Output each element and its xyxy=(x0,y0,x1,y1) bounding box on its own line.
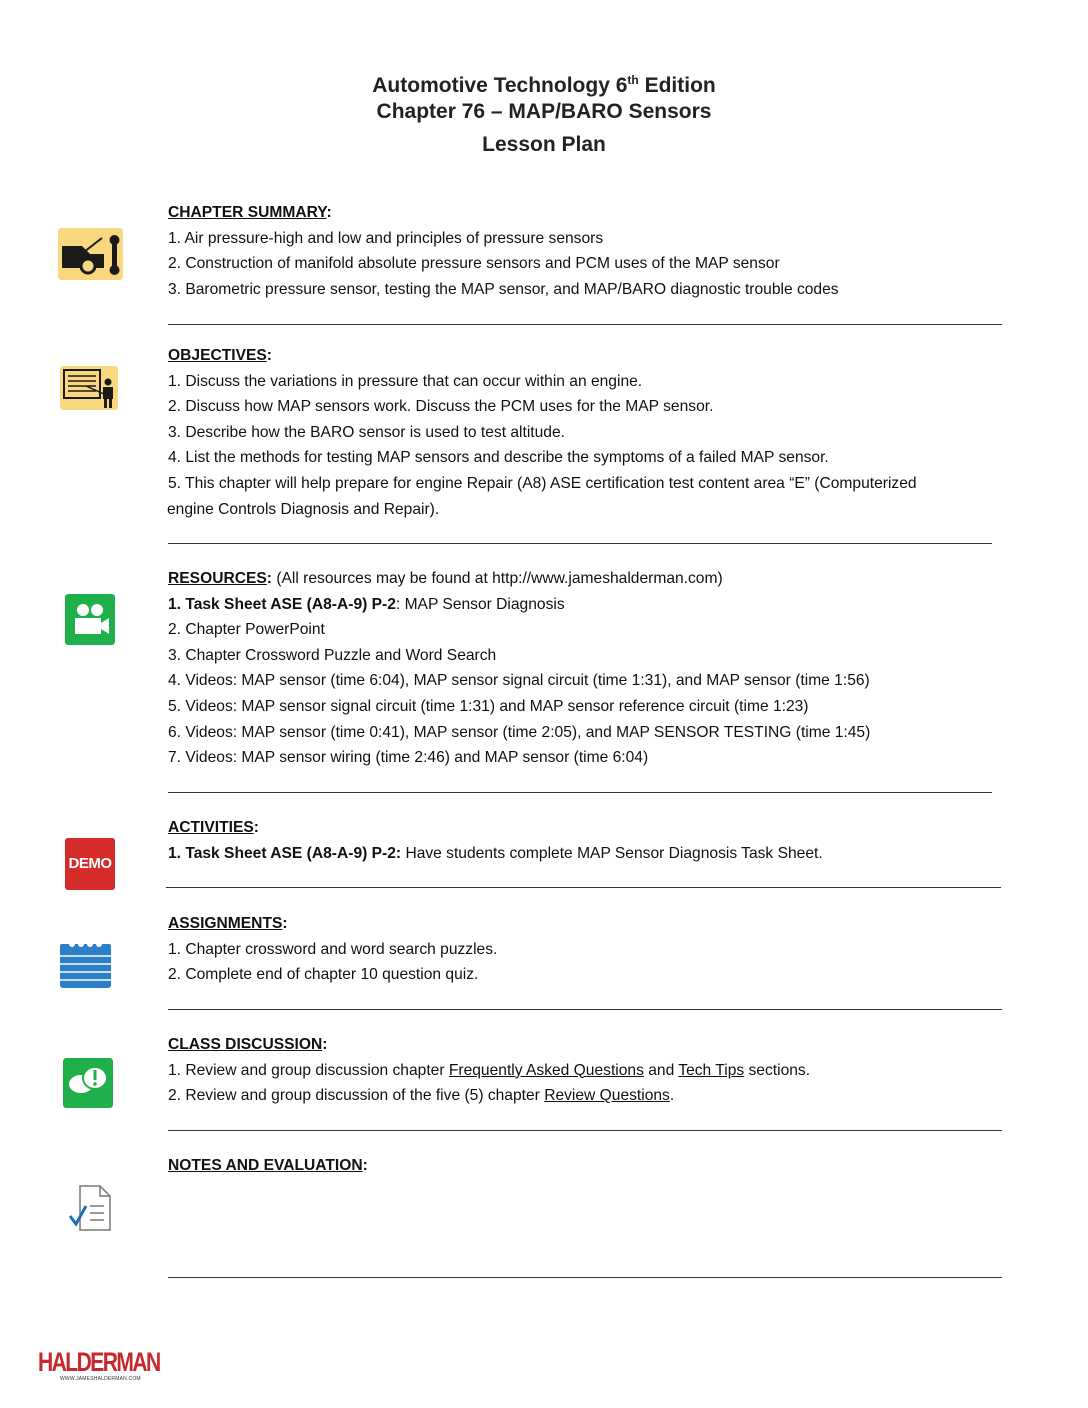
list-item: 5. This chapter will help prepare for engine Repair (A8) ASE certification test content area “E” (Computerized xyxy=(168,474,917,492)
discussion-bubble-icon xyxy=(63,1058,113,1108)
objectives-section: OBJECTIVES: 1. Discuss the variations in pressure that can occur within an engine. 2. Discuss how MAP sensors work. Discuss the PCM uses for the MAP sensor. 3. Describe how the BARO sensor is used to test altitude. 4. List the methods for testing MAP sensors and describe the symptoms of a failed MAP sensor. 5. This chapter will help prepare for engine Repair (A8) ASE certification test content area “E” (Computerized engine Controls Diagnosis and Repair). xyxy=(168,343,917,522)
list-item: 3. Chapter Crossword Puzzle and Word Search xyxy=(168,646,497,664)
list-item: 3. Barometric pressure sensor, testing the MAP sensor, and MAP/BARO diagnostic trouble codes xyxy=(168,280,839,298)
document-title: Automotive Technology 6th Edition xyxy=(372,73,716,97)
list-item: 1. Task Sheet ASE (A8-A-9) P-2: MAP Sensor Diagnosis xyxy=(168,595,565,613)
video-camera-icon xyxy=(65,594,115,645)
section-heading: NOTES AND EVALUATION xyxy=(168,1157,363,1174)
list-item: 4. List the methods for testing MAP sensors and describe the symptoms of a failed MAP sensor. xyxy=(168,449,829,467)
halderman-logo: HALDERMAN WWW.JAMESHALDERMAN.COM xyxy=(38,1347,160,1382)
notes-section: NOTES AND EVALUATION: xyxy=(168,1157,368,1174)
section-heading: CLASS DISCUSSION xyxy=(168,1036,323,1053)
notepad-icon xyxy=(60,938,111,988)
divider xyxy=(168,792,992,793)
activities-section: ACTIVITIES: 1. Task Sheet ASE (A8-A-9) P-2: Have students complete MAP Sensor Diagnosis Task Sheet. xyxy=(168,815,823,866)
list-item: 3. Describe how the BARO sensor is used to test altitude. xyxy=(168,423,565,441)
section-heading: OBJECTIVES xyxy=(168,347,267,364)
chapter-title: Chapter 76 – MAP/BARO Sensors xyxy=(376,100,712,123)
car-repair-icon xyxy=(58,228,123,280)
divider xyxy=(168,1130,1002,1131)
list-item-continued: engine Controls Diagnosis and Repair). xyxy=(167,500,440,518)
list-item: 1. Air pressure-high and low and principles of pressure sensors xyxy=(168,229,604,247)
list-item: 1. Discuss the variations in pressure that can occur within an engine. xyxy=(168,372,643,390)
class-discussion-section: CLASS DISCUSSION: 1. Review and group discussion chapter Frequently Asked Questions and Tech Tips sections. 2. Review and group discussion of the five (5) chapter Review Questions. xyxy=(168,1032,810,1109)
review-questions-link[interactable]: Review Questions xyxy=(544,1087,670,1105)
list-item: 6. Videos: MAP sensor (time 0:41), MAP sensor (time 2:05), and MAP SENSOR TESTING (time 1:45) xyxy=(168,723,871,741)
list-item: 2. Review and group discussion of the five (5) chapter Review Questions. xyxy=(168,1087,675,1105)
checklist-document-icon xyxy=(68,1184,114,1232)
divider xyxy=(166,887,1001,888)
list-item: 1. Review and group discussion chapter Frequently Asked Questions and Tech Tips sections. xyxy=(168,1061,811,1079)
divider xyxy=(168,324,1002,325)
faq-link[interactable]: Frequently Asked Questions xyxy=(448,1061,644,1079)
section-heading: RESOURCES xyxy=(168,570,267,587)
list-item: 2. Construction of manifold absolute pressure sensors and PCM uses of the MAP sensor xyxy=(168,255,780,273)
list-item: 2. Complete end of chapter 10 question quiz. xyxy=(168,966,479,984)
tech-tips-link[interactable]: Tech Tips xyxy=(678,1061,745,1079)
section-heading: CHAPTER SUMMARY xyxy=(168,204,327,221)
list-item: 2. Discuss how MAP sensors work. Discuss the PCM uses for the MAP sensor. xyxy=(168,398,714,416)
list-item: 5. Videos: MAP sensor signal circuit (time 1:31) and MAP sensor reference circuit (time 1:23) xyxy=(168,697,809,715)
divider xyxy=(168,543,992,544)
section-heading: ASSIGNMENTS xyxy=(168,915,283,932)
resources-note: (All resources may be found at http://www.jameshalderman.com) xyxy=(271,570,723,587)
list-item: 2. Chapter PowerPoint xyxy=(168,621,325,639)
divider xyxy=(168,1277,1002,1278)
lesson-plan-title: Lesson Plan xyxy=(482,133,606,156)
list-item: 1. Chapter crossword and word search puzzles. xyxy=(168,940,498,958)
chapter-summary-section: CHAPTER SUMMARY: 1. Air pressure-high and low and principles of pressure sensors 2. Construction of manifold absolute pressure sensors and PCM uses of the MAP sensor 3. Barometric pressure sensor, testing the MAP sensor, and MAP/BARO diagnostic trouble codes xyxy=(168,200,839,302)
teacher-presentation-icon xyxy=(60,366,118,410)
list-item: 1. Task Sheet ASE (A8-A-9) P-2: Have students complete MAP Sensor Diagnosis Task Sheet. xyxy=(168,844,823,862)
divider xyxy=(168,1009,1002,1010)
resources-section: RESOURCES: (All resources may be found at http://www.jameshalderman.com) 1. Task Sheet ASE (A8-A-9) P-2: MAP Sensor Diagnosis 2. Chapter PowerPoint 3. Chapter Crossword Puzzle and Word Search 4. Videos: MAP sensor (time 6:04), MAP sensor signal circuit (time 1:31), and MAP sensor (time 1:56) 5. Videos: MAP sensor signal circuit (time 1:31) and MAP sensor reference circuit (time 1:23) 6. Videos: MAP sensor (time 0:41), MAP sensor (time 2:05), and MAP SENSOR TESTING (time 1:45) 7. Videos: MAP sensor wiring (time 2:46) and MAP sensor (time 6:04) xyxy=(168,566,870,771)
assignments-section: ASSIGNMENTS: 1. Chapter crossword and word search puzzles. 2. Complete end of chapter 10 question quiz. xyxy=(168,911,497,988)
list-item: 4. Videos: MAP sensor (time 6:04), MAP sensor signal circuit (time 1:31), and MAP sensor (time 1:56) xyxy=(168,672,870,690)
section-heading: ACTIVITIES xyxy=(168,819,254,836)
list-item: 7. Videos: MAP sensor wiring (time 2:46) and MAP sensor (time 6:04) xyxy=(168,749,649,767)
demo-icon: DEMO xyxy=(65,838,115,890)
